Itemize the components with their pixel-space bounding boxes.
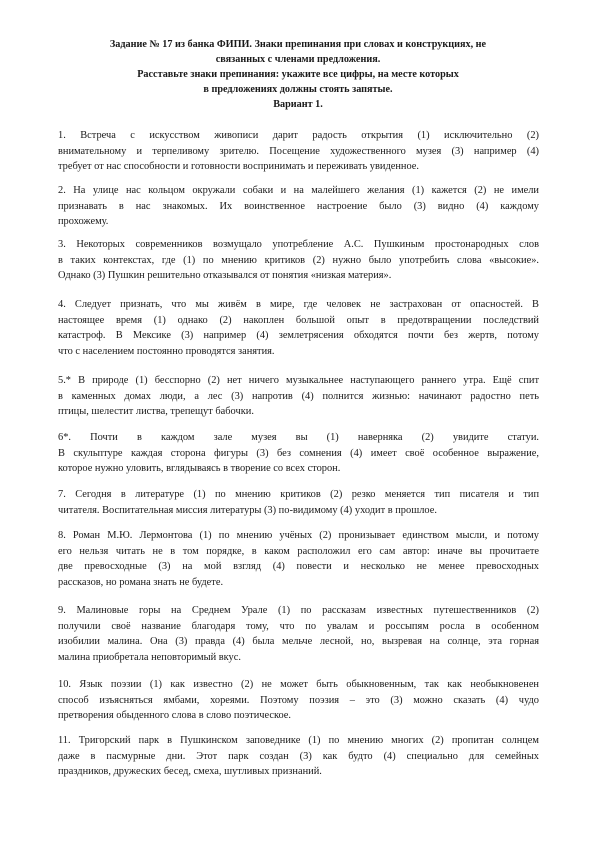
task-text-line: рассказов, но романа знать не будете.	[58, 576, 224, 588]
task-text-line: праздников, дружеских бесед, смеха, шутливых признаний.	[58, 766, 322, 778]
task-item	[58, 733, 539, 780]
task-text-line: 2. На улице нас кольцом окружали собаки и на малейшего желания (1) кажется (2) не имели	[58, 185, 539, 196]
task-text-line: В скульптуре каждая сторона фигуры (3) без сомнения (4) имеет своё особенное выражение,	[58, 447, 539, 459]
task-item	[58, 237, 539, 284]
task-text-line: в каменных домах люди, а лес (3) напротив (4) полнится жизнью: начинают радостно петь	[58, 390, 539, 402]
task-item	[58, 430, 539, 477]
task-text-line: признавать в нас знакомых. Их воинственное настроение было (3) видно (4) каждому	[58, 200, 539, 212]
task-text-line: 4. Следует признать, что мы живём в мире, где человек не застрахован от опасностей. В	[58, 299, 539, 310]
task-text-line: что с населением постоянно проводятся занятия.	[58, 345, 275, 357]
task-text-line: 9. Малиновые горы на Среднем Урале (1) по рассказам известных путешественников (2)	[58, 605, 539, 616]
task-text-line: его нельзя читать не в том порядке, в каком расположил его сам автор: иначе вы прочитаете	[58, 545, 539, 557]
task-text-line: которое нужно уловить, вглядываясь в творение со всех сторон.	[58, 463, 341, 475]
task-item	[58, 183, 539, 230]
task-text-line: прохожему.	[58, 216, 109, 228]
variant-label: Вариант 1.	[273, 99, 323, 110]
task-item	[58, 373, 539, 420]
task-text-line: птицы, шелестит листва, трепещут бабочки.	[58, 406, 254, 418]
task-text-line: 3. Некоторых современников возмущало употребление А.С. Пушкиным простонародных слов	[58, 239, 539, 250]
header-line-3: Расставьте знаки препинания: укажите все цифры, на месте которых	[137, 69, 459, 80]
task-item	[58, 528, 539, 590]
task-text-line: катастроф. В Мексике (3) например (4) землетрясения обходятся почти без жертв, потому	[58, 330, 539, 342]
task-text-line: 11. Тригорский парк в Пушкинском заповеднике (1) по мнению многих (2) пропитан солнцем	[58, 735, 539, 746]
task-text-line: в таких контекстах, где (1) по мнению критиков (2) нужно было употребить слова «высокие».	[58, 254, 539, 266]
task-text-line: 1. Встреча с искусством живописи дарит радость открытия (1) исключительно (2)	[58, 130, 539, 141]
task-text-line: внимательному и терпеливому зрителю. Посещение художественного музея (3) например (4)	[58, 145, 539, 157]
task-text-line: изобилии малина. Она (3) правда (4) была мельче лесной, но, вызревая на солнце, эта горная	[58, 636, 539, 648]
task-text-line: малина приобретала неповторимый вкус.	[58, 651, 241, 663]
task-text-line: 7. Сегодня в литературе (1) по мнению критиков (2) резко меняется тип писателя и тип	[58, 489, 539, 500]
task-item	[58, 297, 539, 359]
task-item	[58, 677, 539, 724]
task-text-line: две превосходные (3) на мой взгляд (4) повести и несколько не менее превосходных	[58, 561, 539, 573]
task-text-line: 10. Язык поэзии (1) как известно (2) не может быть обыкновенным, так как необыкновенен	[58, 679, 539, 690]
header-line-2: связанных с членами предложения.	[215, 54, 381, 65]
header-line-4: в предложениях должны стоять запятые.	[203, 84, 393, 95]
task-text-line: даже в пасмурные дни. Этот парк создан (3) как будто (4) специально для семейных	[58, 750, 539, 762]
header-line-1: Задание № 17 из банка ФИПИ. Знаки препинания при словах и конструкциях, не	[109, 39, 487, 50]
task-text-line: 6*. Почти в каждом зале музея вы (1) наверняка (2) увидите статуи.	[58, 432, 539, 443]
task-text-line: Однако (3) Пушкин решительно отказывался от понятия «низкая материя».	[58, 270, 392, 282]
task-text-line: 8. Роман М.Ю. Лермонтова (1) по мнению учёных (2) пронизывает единством мысли, и потому	[58, 530, 539, 541]
task-text-line: претворения обыденного слова в слово поэтическое.	[58, 710, 292, 722]
task-item	[58, 128, 539, 175]
task-text-line: получили своё название благодаря тому, что по увалам и россыпям росла в особенном	[58, 620, 539, 632]
task-text-line: способ изъясняться ямбами, хореями. Поэтому поэзия – это (3) можно сказать (4) чудо	[58, 694, 539, 706]
task-text-line: 5.* В природе (1) бесспорно (2) нет ничего музыкальнее наступающего раннего утра. Ещё спит	[58, 375, 539, 386]
task-text-line: настоящее время (1) однако (2) накоплен большой опыт в предотвращении последствий	[58, 314, 539, 326]
task-text-line: читателя. Воспитательная миссия литературы (3) по-видимому (4) уходит в прошлое.	[58, 504, 437, 516]
document-header	[64, 37, 532, 112]
task-item	[58, 603, 539, 665]
task-item	[58, 487, 539, 518]
task-text-line: требует от нас способности и готовности воспринимать и переживать увиденное.	[58, 161, 419, 173]
